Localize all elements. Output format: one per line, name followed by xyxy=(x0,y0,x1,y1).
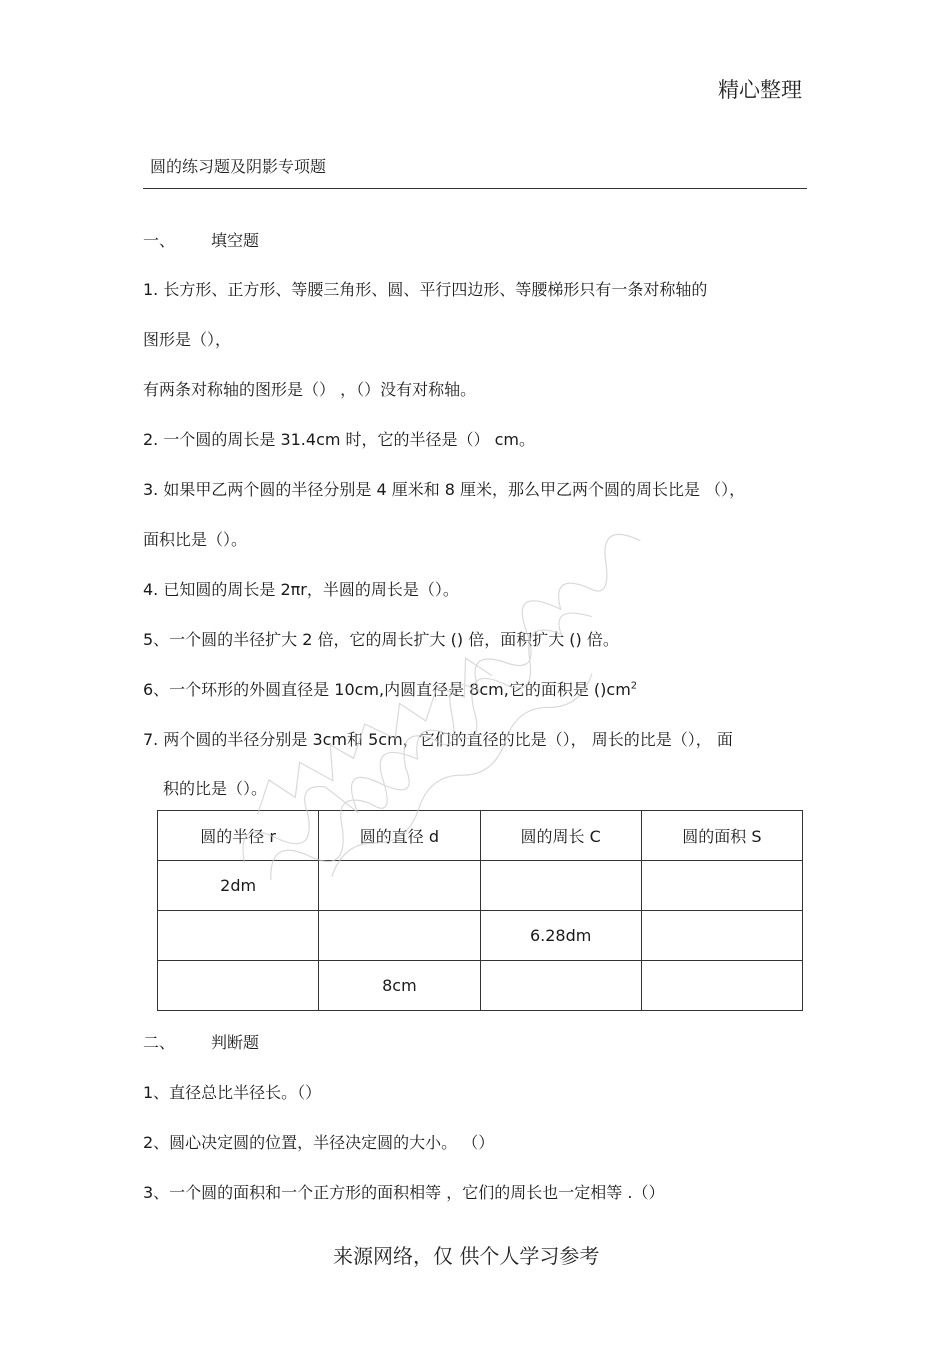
table-cell xyxy=(480,861,641,911)
table-header-cell: 圆的半径 r xyxy=(158,811,319,861)
judgment-line: 2、圆心决定圆的位置，半径决定圆的大小。 （） xyxy=(143,1133,495,1152)
question-line-with-superscript xyxy=(143,677,637,700)
table-cell: 2dm xyxy=(158,861,319,911)
question-line: 2. 一个圆的周长是 31.4cm 时，它的半径是（） cm。 xyxy=(143,430,536,449)
question-line: 4. 已知圆的周长是 2πr，半圆的周长是（）。 xyxy=(143,580,459,599)
table-cell xyxy=(641,961,802,1011)
question-line: 7. 两个圆的半径分别是 3cm和 5cm，它们的直径的比是（）， 周长的比是（）， 面 xyxy=(143,730,733,749)
judgment-line: 3、一个圆的面积和一个正方形的面积相等 ，它们的周长也一定相等 .（） xyxy=(143,1183,665,1202)
table-cell xyxy=(641,911,802,961)
superscript-2: 2 xyxy=(630,680,638,692)
section-1-title: 填空题 xyxy=(211,231,260,250)
table-cell: 6.28dm xyxy=(480,911,641,961)
table-row xyxy=(158,961,803,1011)
footer-note: 来源网络，仅 供个人学习参考 xyxy=(333,1244,600,1268)
question-line: 3. 如果甲乙两个圆的半径分别是 4 厘米和 8 厘米，那么甲乙两个圆的周长比是 （）， xyxy=(143,480,746,499)
section-2-number: 二、 xyxy=(143,1033,176,1052)
table-cell xyxy=(319,861,480,911)
table-header-cell: 圆的面积 S xyxy=(641,811,802,861)
table-cell xyxy=(158,961,319,1011)
table-row xyxy=(158,861,803,911)
question-line: 5、一个圆的半径扩大 2 倍，它的周长扩大 () 倍，面积扩大 () 倍。 xyxy=(143,630,619,649)
question-text: 6、一个环形的外圆直径是 10cm,内圆直径是 8cm,它的面积是 ()cm xyxy=(143,680,631,699)
section-2-title: 判断题 xyxy=(211,1033,260,1052)
table-header-row xyxy=(158,811,803,861)
table-header-cell: 圆的直径 d xyxy=(319,811,480,861)
section-2-heading xyxy=(143,1030,259,1053)
section-1-number: 一、 xyxy=(143,231,176,250)
table-cell: 8cm xyxy=(319,961,480,1011)
question-line: 有两条对称轴的图形是（） ，（）没有对称轴。 xyxy=(143,380,477,399)
circle-data-table xyxy=(157,810,803,1011)
title-divider xyxy=(143,188,807,189)
table-cell xyxy=(641,861,802,911)
question-line: 图形是（）， xyxy=(143,330,232,349)
table-cell xyxy=(319,911,480,961)
table-header-cell: 圆的周长 C xyxy=(480,811,641,861)
table-cell xyxy=(158,911,319,961)
question-line: 积的比是（）。 xyxy=(163,779,268,798)
table-row xyxy=(158,911,803,961)
question-line: 面积比是（）。 xyxy=(143,530,248,549)
question-line: 1. 长方形、正方形、等腰三角形、圆、平行四边形、等腰梯形只有一条对称轴的 xyxy=(143,280,708,299)
header-label: 精心整理 xyxy=(718,78,802,102)
section-1-heading xyxy=(143,228,259,251)
judgment-line: 1、直径总比半径长。（） xyxy=(143,1083,322,1102)
table-cell xyxy=(480,961,641,1011)
document-title: 圆的练习题及阴影专项题 xyxy=(150,157,327,176)
